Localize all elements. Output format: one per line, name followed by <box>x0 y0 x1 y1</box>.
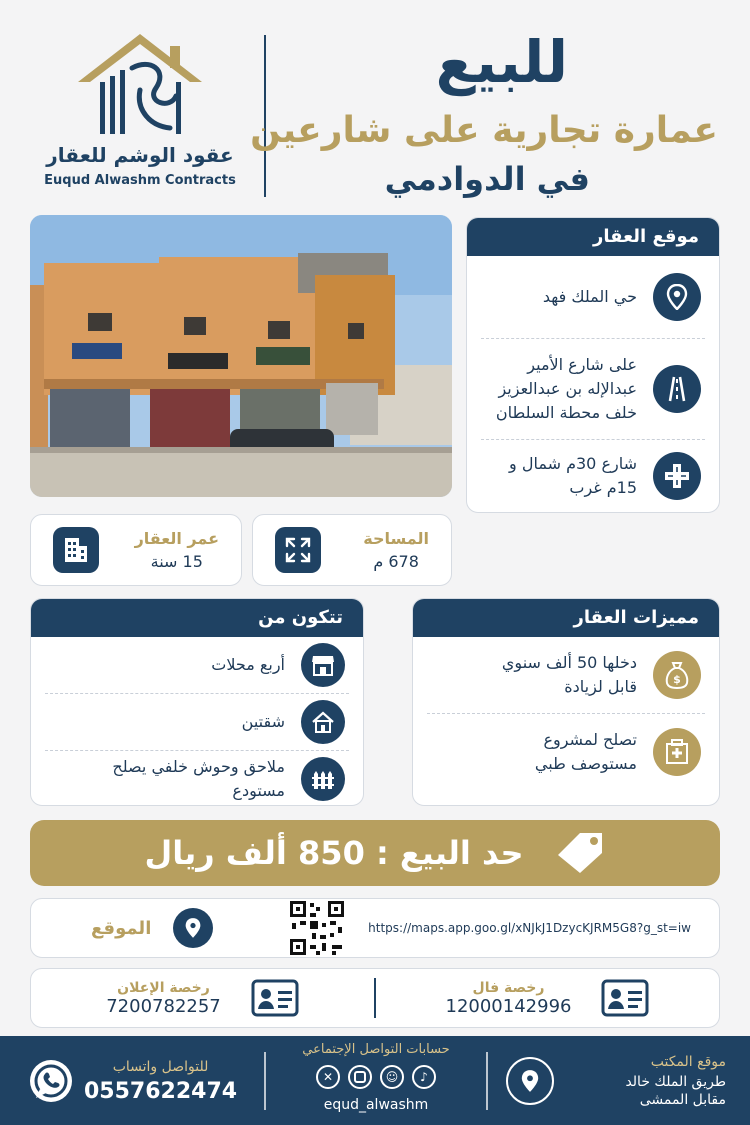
footer-office-title: موقع المكتب <box>650 1054 726 1070</box>
logo-house-icon <box>70 30 210 140</box>
instagram-icon[interactable] <box>348 1065 372 1089</box>
annex-text: ملاحق وحوش خلفي يصلح مستودع <box>112 757 285 800</box>
ad-license-value: 7200782257 <box>106 995 221 1017</box>
ad-license-label: رخصة الإعلان <box>117 979 210 996</box>
house-icon <box>301 700 345 744</box>
composition-item-annex <box>31 751 363 807</box>
composition-item-apartments <box>31 694 363 750</box>
shop-icon <box>301 643 345 687</box>
fence-icon <box>301 757 345 801</box>
map-pin-icon <box>506 1057 554 1105</box>
age-card <box>30 514 242 586</box>
crossroads-icon <box>653 452 701 500</box>
footer-social-handle[interactable]: equd_alwashm <box>323 1097 429 1113</box>
age-label: عمر العقار <box>134 529 219 548</box>
shops-text: أربع محلات <box>211 655 285 674</box>
map-pin-icon <box>173 908 213 948</box>
area-value: 678 م <box>373 552 419 571</box>
fal-license-value: 12000142996 <box>445 995 572 1017</box>
map-link-row <box>30 898 720 958</box>
snapchat-icon[interactable]: ☺ <box>380 1065 404 1089</box>
footer-office <box>506 1046 726 1116</box>
apartments-text: شقتين <box>241 712 285 731</box>
fal-license-label: رخصة فال <box>472 979 545 996</box>
map-pin-icon <box>653 273 701 321</box>
footer-office-line2: مقابل الممشى <box>639 1092 726 1108</box>
fal-license-info <box>446 980 572 1017</box>
features-card <box>412 598 720 806</box>
footer-office-info <box>625 1054 726 1108</box>
footer-phone[interactable]: 0557622474 <box>84 1078 238 1104</box>
id-card-icon <box>251 979 299 1017</box>
apartment-building-icon <box>53 527 99 573</box>
whatsapp-icon[interactable] <box>28 1058 74 1104</box>
area-card <box>252 514 452 586</box>
area-info <box>363 529 429 571</box>
features-card-title: مميزات العقار <box>413 599 719 637</box>
x-icon[interactable]: ✕ <box>316 1065 340 1089</box>
social-icons <box>276 1065 476 1089</box>
fal-license <box>376 979 719 1017</box>
income-text: دخلها 50 ألف سنوي قابل لزيادة <box>501 653 637 696</box>
age-value: 15 سنة <box>150 552 203 571</box>
feature-item-income <box>413 637 719 713</box>
location-card-title: موقع العقار <box>467 218 719 256</box>
location-item-street <box>467 339 719 439</box>
footer-contact <box>28 1048 248 1114</box>
footer-office-line1: طريق الملك خالد <box>625 1074 726 1090</box>
map-link-label-group <box>91 908 213 948</box>
location-street-text: على شارع الأمير عبدالإله بن عبدالعزيز خلف محطة السلطان <box>495 355 637 422</box>
map-link-right <box>288 899 691 957</box>
price-banner <box>30 820 720 886</box>
price-text: حد البيع : 850 ألف ريال <box>144 834 524 872</box>
location-district-text: حي الملك فهد <box>542 287 637 306</box>
medical-text: تصلح لمشروع مستوصف طبي <box>534 730 637 773</box>
ad-license <box>31 979 374 1017</box>
money-bag-icon <box>653 651 701 699</box>
qr-code[interactable] <box>288 899 346 957</box>
road-icon <box>653 365 701 413</box>
footer-divider <box>264 1052 266 1110</box>
location-item-district <box>467 256 719 338</box>
footer-social-title: حسابات التواصل الإجتماعي <box>302 1042 450 1057</box>
location-streets-text: شارع 30م شمال و 15م غرب <box>509 454 637 497</box>
footer-contact-title: للتواصل واتساب <box>112 1058 209 1075</box>
price-tag-icon <box>554 831 606 875</box>
headline-sale: للبيع <box>435 28 568 96</box>
brand-name-en: Euqud Alwashm Contracts <box>44 173 236 188</box>
svg-text:$: $ <box>673 673 681 686</box>
ad-license-info <box>106 980 221 1017</box>
id-card-icon <box>601 979 649 1017</box>
composition-card <box>30 598 364 806</box>
footer-social <box>276 1042 476 1113</box>
footer-divider <box>486 1052 488 1110</box>
brand-logo <box>40 30 240 195</box>
headline-subtitle: عمارة تجارية على شارعين <box>250 110 718 151</box>
brand-name-ar: عقود الوشم للعقار <box>46 143 234 167</box>
composition-card-title: تتكون من <box>31 599 363 637</box>
building-photo <box>30 215 452 497</box>
feature-item-medical <box>413 714 719 790</box>
location-item-streets <box>467 440 719 512</box>
licenses-row <box>30 968 720 1028</box>
footer <box>0 1036 750 1125</box>
expand-arrows-icon <box>275 527 321 573</box>
area-label: المساحة <box>363 529 429 548</box>
headline-area: في الدوادمي <box>384 160 590 198</box>
age-info <box>135 529 219 571</box>
composition-item-shops <box>31 637 363 693</box>
footer-contact-info <box>84 1059 237 1104</box>
tiktok-icon[interactable]: ♪ <box>412 1065 436 1089</box>
map-link-label: الموقع <box>91 917 152 939</box>
medical-building-icon <box>653 728 701 776</box>
location-card <box>466 217 720 513</box>
map-link-url[interactable]: https://maps.app.goo.gl/xNJkJ1DzycKJRM5G8?g_st=iw <box>368 921 691 935</box>
